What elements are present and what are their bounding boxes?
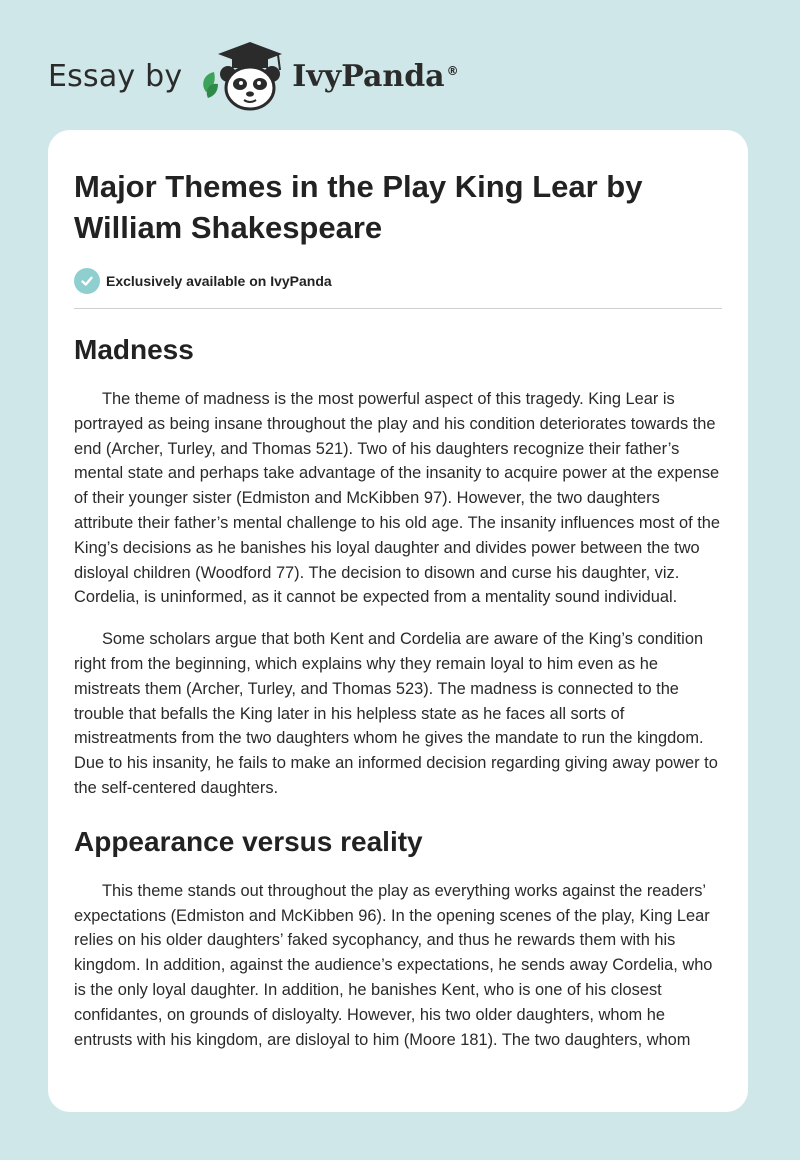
section-heading-madness: Madness — [74, 334, 194, 365]
paragraph: This theme stands out throughout the play as everything works against the readers’ expectations (Edmiston and McKibben 96). In the opening scenes of the play, King Lear relies on his older daughters’ faked sycophancy, and thus he rewards them with his kingdom. In addition, against the audience’s expectations, he sends away Cordelia, who is the only loyal daughter. In addition, he banishes Kent, who is one of his closest confidantes, on grounds of disloyalty. However, his two older daughters, whom he entrusts with his kingdom, are disloyal to him (Moore 181). The two daughters, whom — [74, 881, 713, 1049]
panda-graduate-logo — [196, 40, 288, 112]
brand-name: IvyPanda ® — [292, 58, 459, 94]
badge-text: Exclusively available on IvyPanda — [106, 273, 332, 289]
section-heading-appearance-versus-reality: Appearance versus reality — [74, 825, 423, 857]
brand-prefix: Essay by — [48, 58, 183, 94]
paragraph: The theme of madness is the most powerful aspect of this tragedy. King Lear is portrayed as being insane throughout the play and his condition deteriorates towards the end (Archer, Turley, and Thomas 521). Two of his daughters recognize their father’s mental state and perhaps take advantage of the insanity to acquire power at the expense of their younger sister (Edmiston and McKibben 97). However, the two daughters attribute their father’s mental challenge to his old age. The insanity influences most of the King’s decisions as he banishes his loyal daughter and divides power between the two disloyal children (Woodford 77). The decision to disown and curse his daughter, viz. Cordelia, is uninformed, as it cannot be expected from a mentality sound individual. — [74, 390, 720, 607]
brand-header[interactable] — [48, 36, 459, 116]
registered-mark: ® — [446, 63, 459, 78]
divider — [74, 308, 722, 309]
essay-title: Major Themes in the Play King Lear by William Shakespeare — [74, 169, 643, 245]
essay-card — [48, 130, 748, 1112]
check-circle-icon — [74, 268, 100, 294]
exclusive-badge — [74, 268, 722, 294]
paragraph: Some scholars argue that both Kent and Cordelia are aware of the King’s condition right from the beginning, which explains why they remain loyal to him even as he mistreats them (Archer, Turley, and Thomas 523). The madness is connected to the trouble that befalls the King later in his helpless state as he faces all sorts of mistreatments from the two daughters whom he gives the mandate to run the kingdom. Due to his insanity, he fails to make an informed decision regarding giving away power to the self-centered daughters. — [74, 630, 718, 797]
